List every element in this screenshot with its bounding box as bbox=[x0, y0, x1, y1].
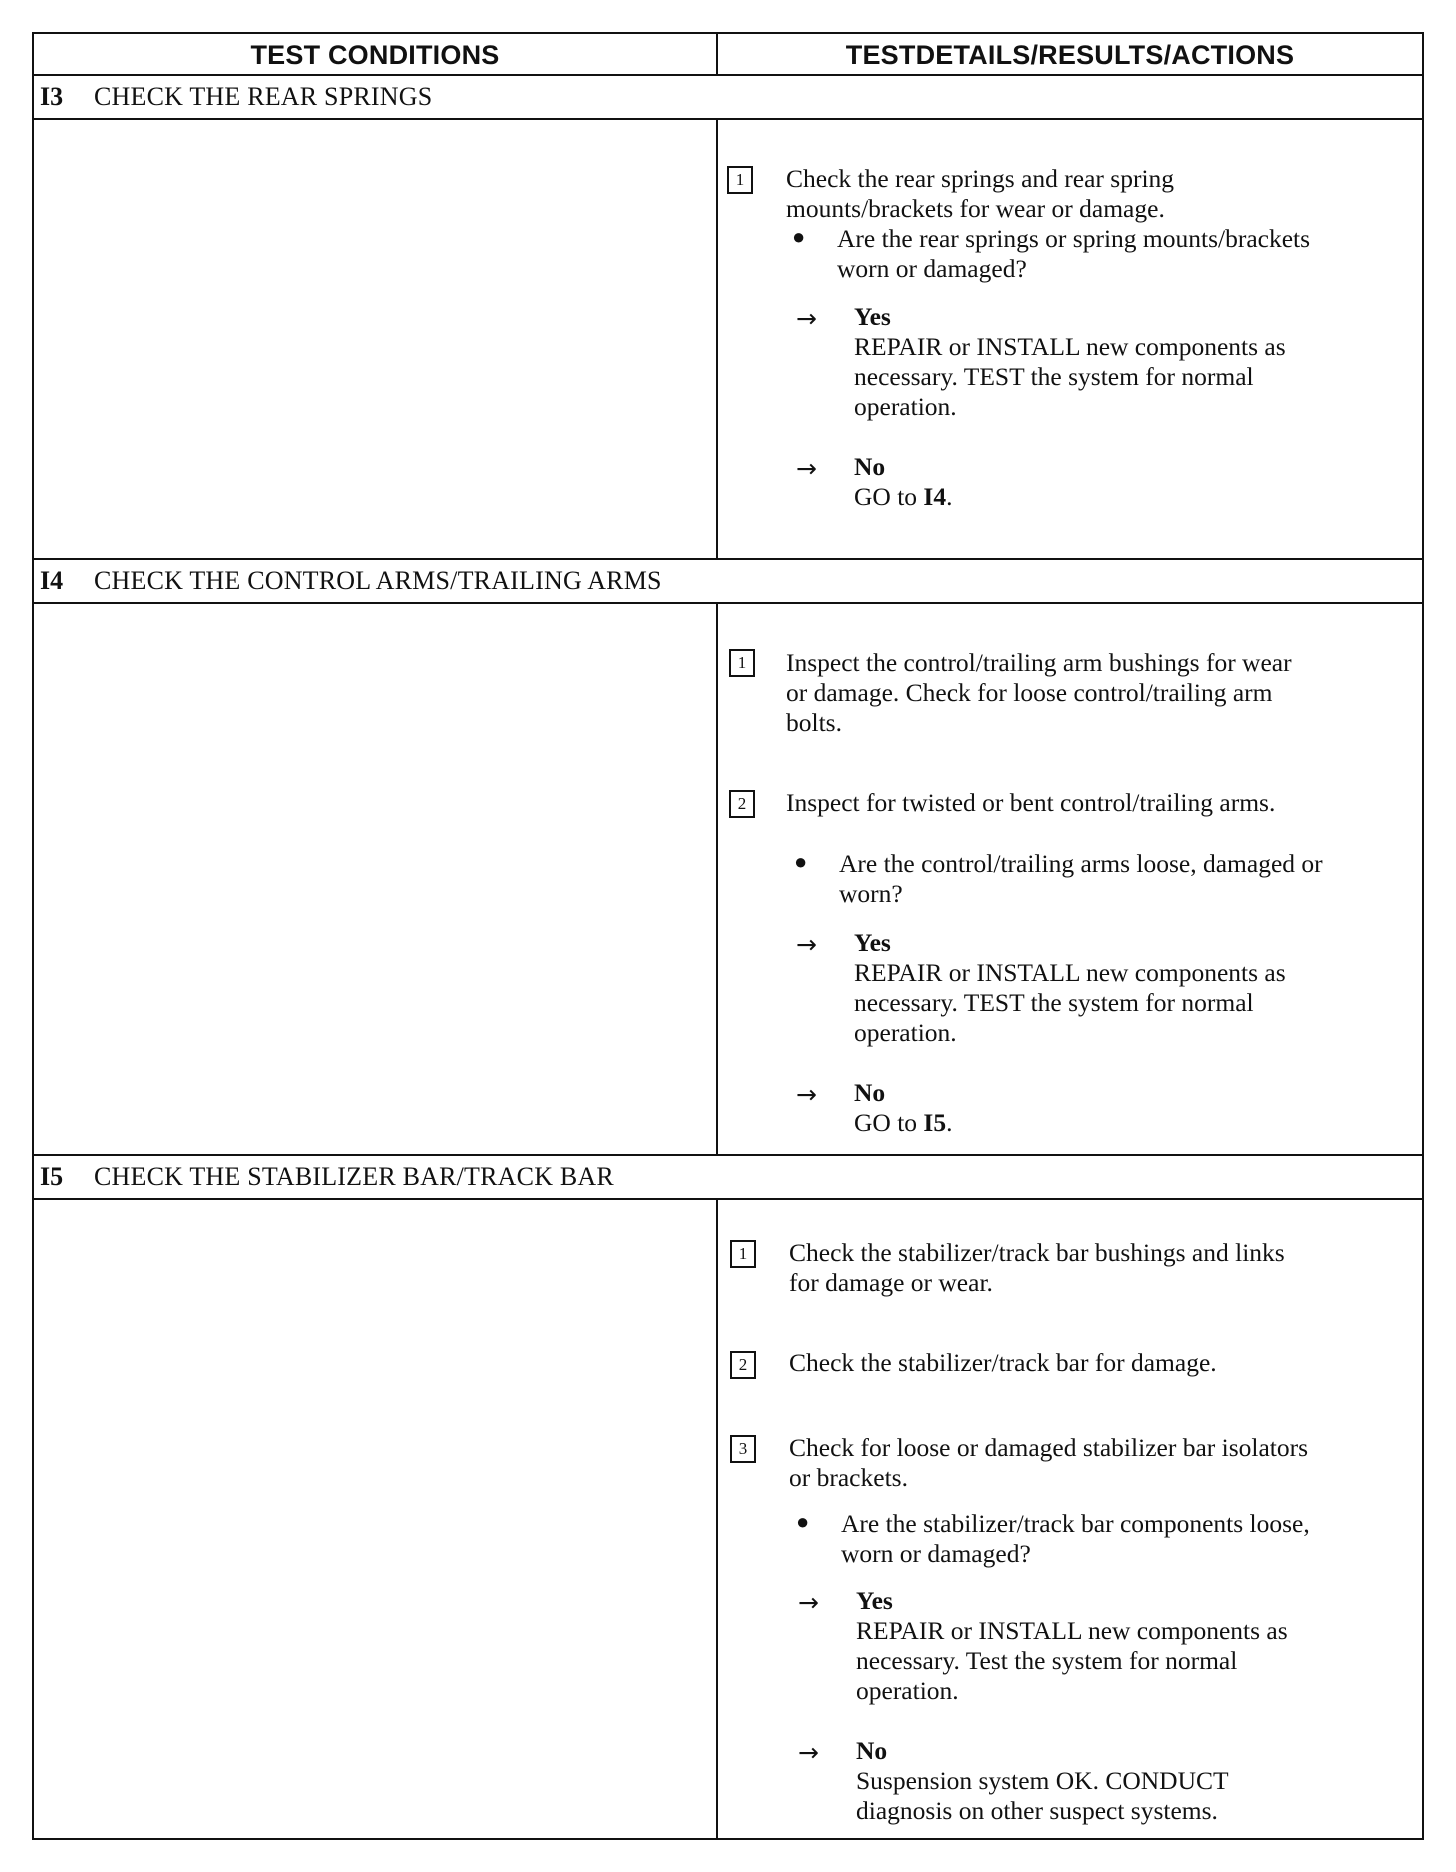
section-title: CHECK THE REAR SPRINGS bbox=[94, 82, 433, 111]
no-action-text: GO to I5. bbox=[854, 1108, 953, 1137]
section-title: CHECK THE STABILIZER BAR/TRACK BAR bbox=[94, 1162, 614, 1191]
column-divider bbox=[716, 34, 718, 1838]
right-arrow-icon: → bbox=[796, 304, 817, 333]
yes-label: Yes bbox=[856, 1586, 893, 1615]
header-test-details: TESTDETAILS/RESULTS/ACTIONS bbox=[845, 40, 1295, 70]
no-label: No bbox=[856, 1736, 888, 1765]
section-header-i5 bbox=[34, 1154, 1422, 1200]
step-3-box-icon: 3 bbox=[730, 1435, 756, 1463]
no-label: No bbox=[854, 452, 886, 481]
step-2-box-icon: 2 bbox=[729, 790, 755, 818]
diagnostic-table bbox=[32, 32, 1424, 1840]
section-header-i4 bbox=[34, 558, 1422, 604]
yes-action-text: REPAIR or INSTALL new components as necessary. TEST the system for normal operation. bbox=[854, 332, 1286, 421]
right-arrow-icon: → bbox=[798, 1738, 819, 1767]
right-arrow-icon: → bbox=[798, 1588, 819, 1617]
step-text: Check the rear springs and rear spring mounts/brackets for wear or damage. bbox=[786, 164, 1175, 223]
section-id: I3 bbox=[40, 82, 64, 111]
question-text: Are the stabilizer/track bar components loose, worn or damaged? bbox=[841, 1509, 1310, 1568]
step-2-box-icon: 2 bbox=[730, 1351, 756, 1379]
header-test-conditions: TEST CONDITIONS bbox=[250, 40, 500, 70]
section-id: I5 bbox=[40, 1162, 64, 1191]
step-text: Check the stabilizer/track bar bushings and links for damage or wear. bbox=[789, 1238, 1285, 1297]
no-action-text: GO to I4. bbox=[854, 482, 953, 511]
step-1-box-icon: 1 bbox=[729, 649, 755, 677]
table-header bbox=[34, 34, 1422, 76]
step-text: Check the stabilizer/track bar for damage. bbox=[789, 1348, 1217, 1377]
question-text: Are the control/trailing arms loose, damaged or worn? bbox=[839, 849, 1323, 908]
question-text: Are the rear springs or spring mounts/brackets worn or damaged? bbox=[837, 224, 1311, 283]
step-text: Check for loose or damaged stabilizer bar isolators or brackets. bbox=[789, 1433, 1309, 1492]
step-text: Inspect the control/trailing arm bushings for wear or damage. Check for loose control/trailing arm bolts. bbox=[786, 648, 1292, 737]
yes-action-text: REPAIR or INSTALL new components as necessary. TEST the system for normal operation. bbox=[854, 958, 1286, 1047]
right-arrow-icon: → bbox=[796, 1080, 817, 1109]
bullet-icon: ● bbox=[796, 1509, 810, 1534]
no-label: No bbox=[854, 1078, 886, 1107]
right-arrow-icon: → bbox=[796, 930, 817, 959]
step-text: Inspect for twisted or bent control/trailing arms. bbox=[786, 788, 1276, 817]
yes-label: Yes bbox=[854, 302, 891, 331]
right-arrow-icon: → bbox=[796, 454, 817, 483]
section-id: I4 bbox=[40, 566, 64, 595]
step-1-box-icon: 1 bbox=[727, 166, 753, 194]
no-action-text: Suspension system OK. CONDUCT diagnosis on other suspect systems. bbox=[856, 1766, 1229, 1825]
yes-label: Yes bbox=[854, 928, 891, 957]
section-header-i3 bbox=[34, 74, 1422, 120]
bullet-icon: ● bbox=[794, 849, 808, 874]
section-title: CHECK THE CONTROL ARMS/TRAILING ARMS bbox=[94, 566, 662, 595]
step-1-box-icon: 1 bbox=[730, 1240, 756, 1268]
bullet-icon: ● bbox=[792, 224, 806, 249]
yes-action-text: REPAIR or INSTALL new components as necessary. Test the system for normal operation. bbox=[856, 1616, 1288, 1705]
